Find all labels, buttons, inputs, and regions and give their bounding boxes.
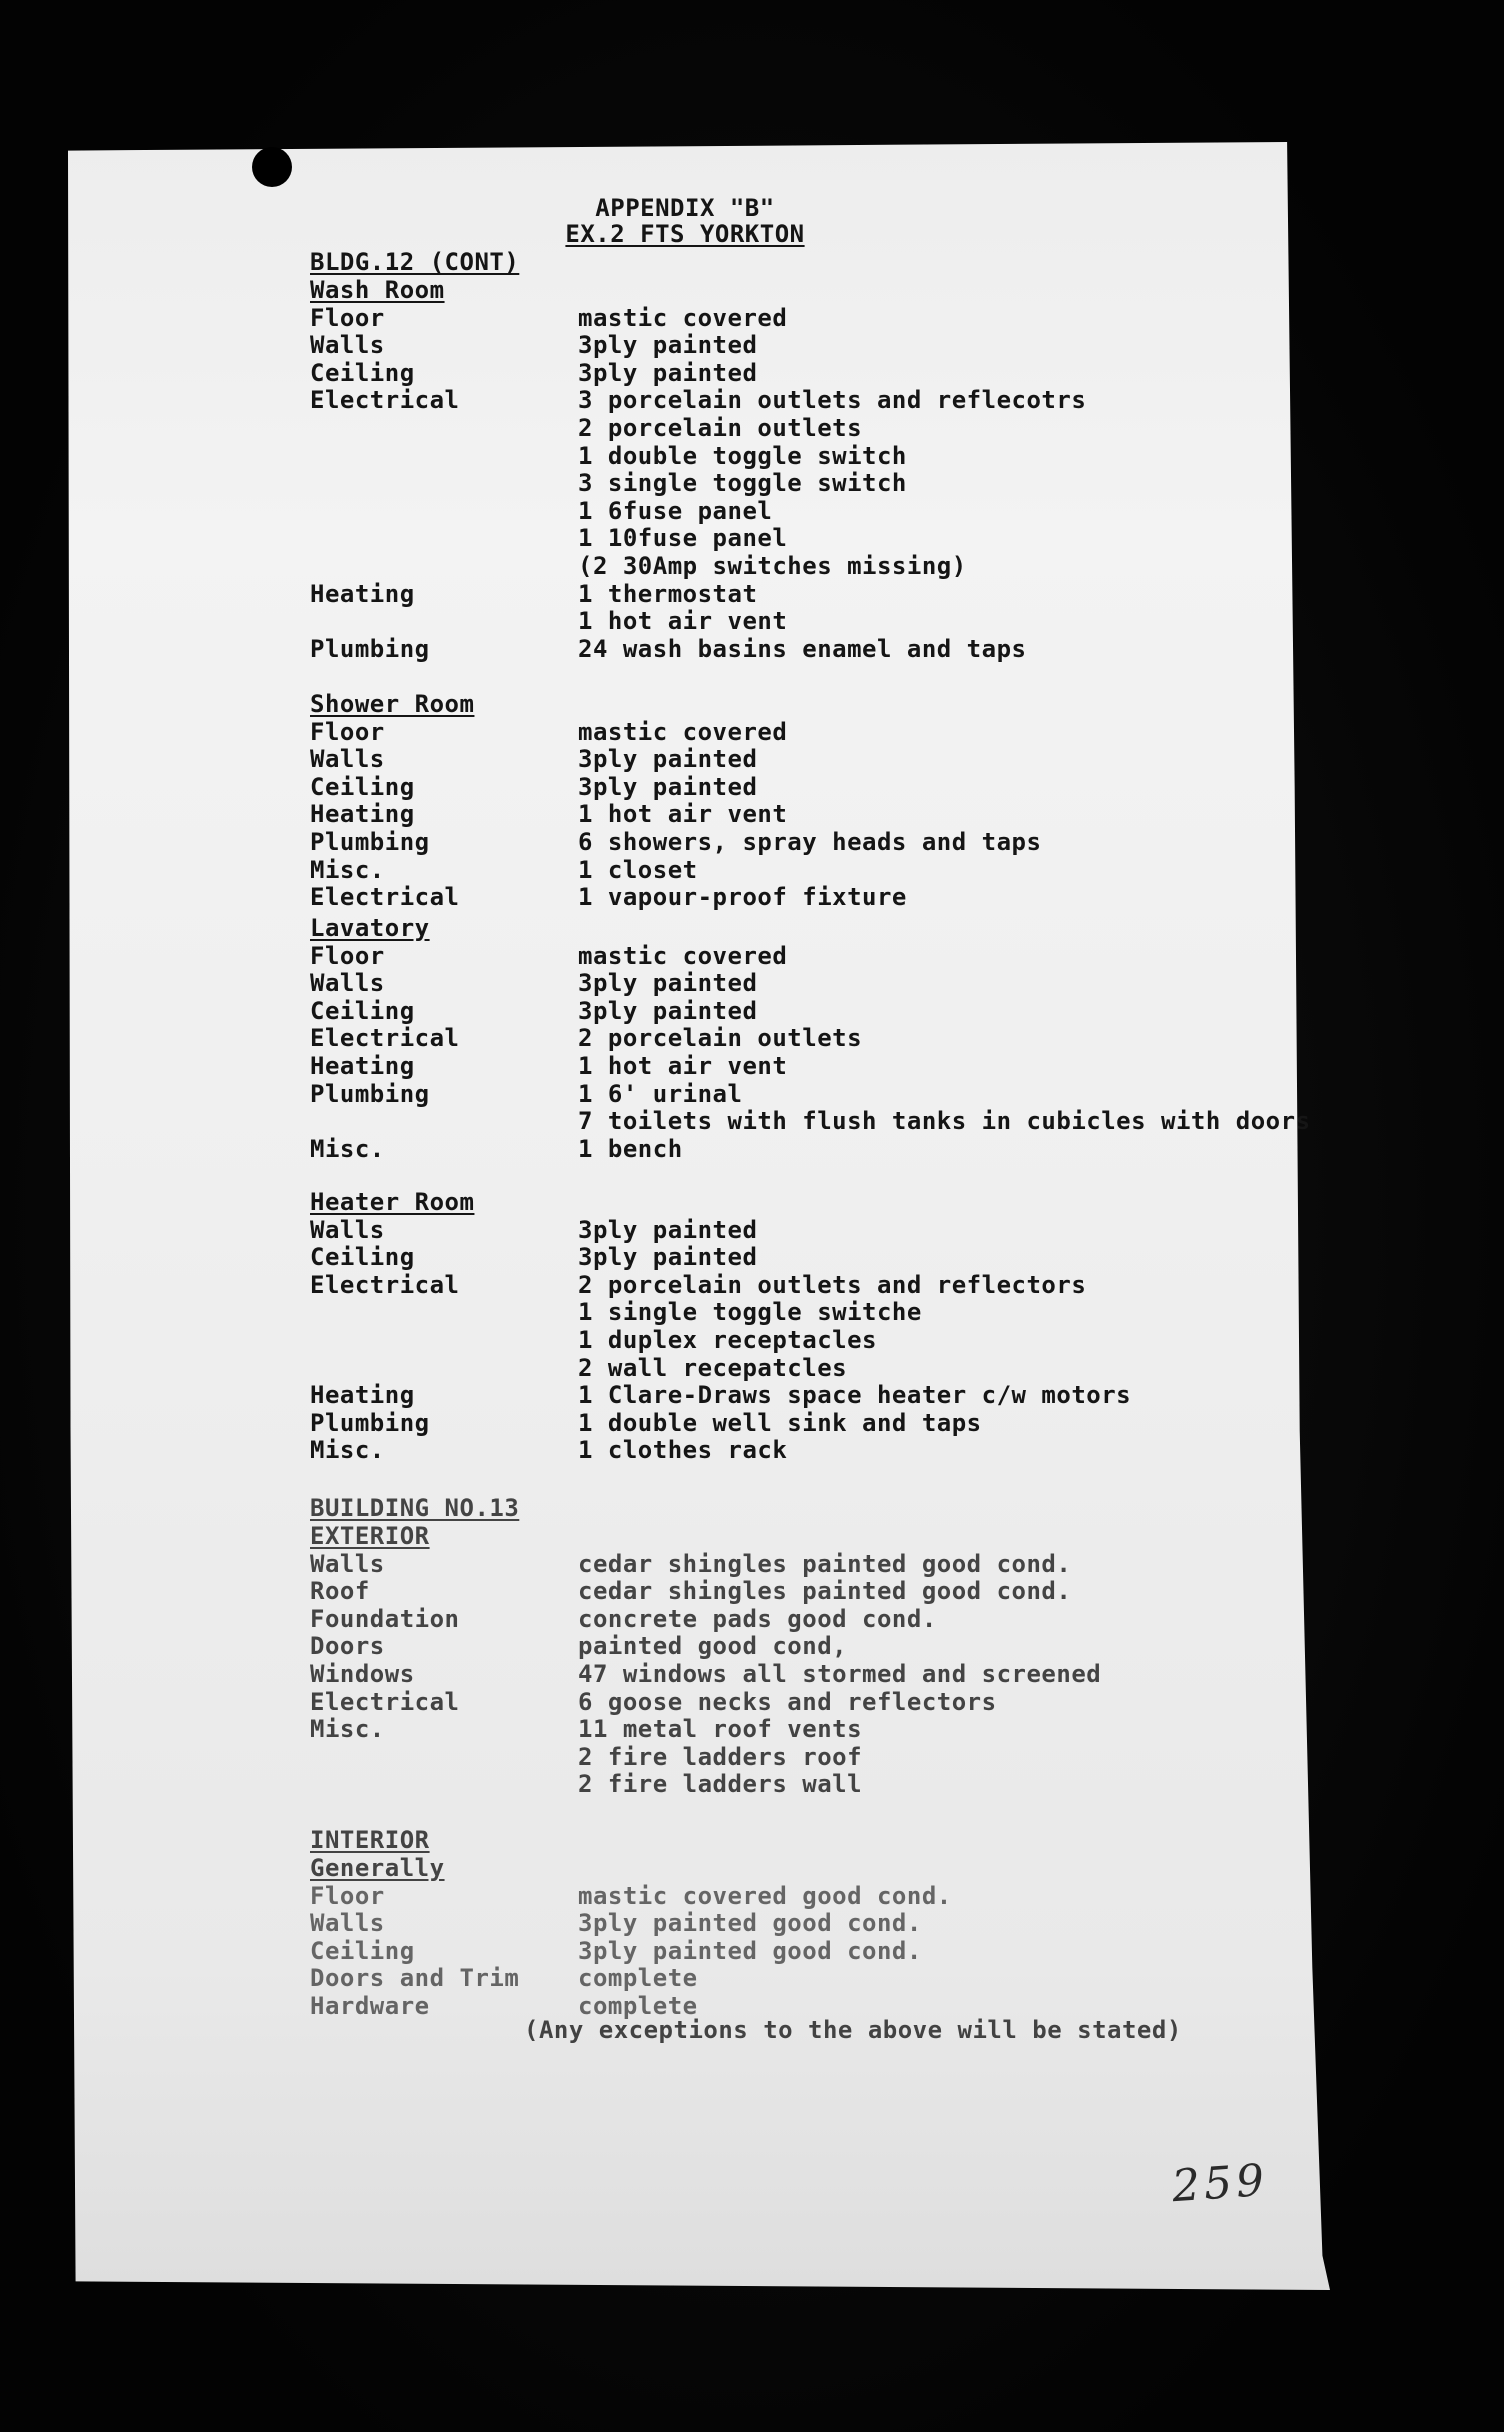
item-value: 3 single toggle switch <box>578 469 907 498</box>
item-label: Walls <box>310 1215 385 1244</box>
section-heading: Wash Room <box>310 276 445 304</box>
item-value: 2 fire ladders roof <box>578 1742 863 1771</box>
item-value: 1 6fuse panel <box>578 496 773 525</box>
item-value: cedar shingles painted good cond. <box>578 1549 1072 1578</box>
item-value: 2 porcelain outlets <box>578 414 863 442</box>
inventory-row <box>0 1436 1504 1464</box>
inventory-row <box>0 800 1504 828</box>
section-heading: INTERIOR <box>310 1826 430 1854</box>
section-heading: Lavatory <box>310 914 430 942</box>
inventory-row <box>0 635 1504 663</box>
inventory-row <box>0 607 1504 635</box>
item-label: Floor <box>310 941 385 970</box>
item-label: Electrical <box>310 1024 460 1053</box>
inventory-row <box>0 331 1504 359</box>
inventory-row <box>0 1909 1504 1937</box>
handwritten-page-number: 259 <box>1170 2154 1270 2213</box>
item-value: 2 porcelain outlets <box>578 1024 863 1053</box>
item-value: 3ply painted <box>578 331 758 360</box>
section-heading: Shower Room <box>310 690 475 718</box>
document-subtitle: EX.2 FTS YORKTON <box>565 220 805 248</box>
inventory-row <box>0 1271 1504 1299</box>
item-value: 1 bench <box>578 1134 683 1163</box>
inventory-row <box>0 942 1504 970</box>
section-heading: BUILDING NO.13 <box>310 1494 520 1522</box>
inventory-row <box>0 1298 1504 1326</box>
inventory-row <box>0 1770 1504 1798</box>
inventory-row <box>0 1964 1504 1992</box>
item-value: 1 double well sink and taps <box>578 1408 982 1437</box>
item-value: 3 porcelain outlets and reflecotrs <box>578 386 1087 415</box>
item-label: Walls <box>310 331 385 360</box>
inventory-row <box>0 386 1504 414</box>
inventory-row <box>0 1882 1504 1910</box>
item-value: 24 wash basins enamel and taps <box>578 634 1027 663</box>
item-label: Doors <box>310 1632 385 1661</box>
inventory-row <box>0 304 1504 332</box>
item-value: 1 hot air vent <box>578 1052 788 1080</box>
item-label: Floor <box>310 717 385 746</box>
item-value: 7 toilets with flush tanks in cubicles with doors <box>578 1107 1311 1136</box>
inventory-row <box>0 997 1504 1025</box>
item-label: Electrical <box>310 883 460 912</box>
item-label: Ceiling <box>310 996 415 1025</box>
item-label: Roof <box>310 1577 370 1606</box>
footer-note: (Any exceptions to the above will be stated) <box>524 2016 1182 2044</box>
inventory-row <box>0 856 1504 884</box>
item-label: Misc. <box>310 855 385 884</box>
item-value: 3ply painted good cond. <box>578 1936 922 1965</box>
item-value: 1 duplex receptacles <box>578 1326 877 1354</box>
inventory-row <box>0 1216 1504 1244</box>
inventory-row <box>0 442 1504 470</box>
inventory-row <box>0 773 1504 801</box>
item-value: 3ply painted <box>578 996 758 1025</box>
item-label: Plumbing <box>310 1079 430 1108</box>
inventory-row <box>0 1715 1504 1743</box>
item-label: Heating <box>310 800 415 829</box>
inventory-row <box>0 1688 1504 1716</box>
item-label: Plumbing <box>310 1408 430 1437</box>
item-label: Hardware <box>310 1992 430 2020</box>
item-value: 6 showers, spray heads and taps <box>578 828 1042 856</box>
item-value: mastic covered good cond. <box>578 1881 952 1910</box>
item-value: 3ply painted <box>578 1215 758 1244</box>
item-label: Misc. <box>310 1715 385 1744</box>
inventory-row <box>0 1080 1504 1108</box>
item-value: 1 vapour-proof fixture <box>578 883 907 912</box>
inventory-row <box>0 1409 1504 1437</box>
item-value: 1 clothes rack <box>578 1436 788 1465</box>
item-value: complete <box>578 1992 698 2020</box>
item-value: 2 wall recepatcles <box>578 1353 848 1382</box>
section-heading: Generally <box>310 1854 445 1882</box>
item-value: 1 6' urinal <box>578 1079 743 1108</box>
item-label: Ceiling <box>310 358 415 387</box>
inventory-row <box>0 969 1504 997</box>
item-value: 1 thermostat <box>578 579 758 608</box>
inventory-row <box>0 580 1504 608</box>
item-label: Floor <box>310 1881 385 1910</box>
item-value: 6 goose necks and reflectors <box>578 1687 997 1716</box>
inventory-row <box>0 359 1504 387</box>
appendix-title: APPENDIX "B" <box>595 194 775 222</box>
inventory-row <box>0 1381 1504 1409</box>
inventory-row <box>0 718 1504 746</box>
item-label: Ceiling <box>310 772 415 801</box>
item-value: 2 porcelain outlets and reflectors <box>578 1270 1087 1299</box>
item-label: Floor <box>310 303 385 332</box>
item-value: concrete pads good cond. <box>578 1604 937 1633</box>
item-value: 3ply painted <box>578 745 758 774</box>
item-label: Doors and Trim <box>310 1964 520 1993</box>
item-value: 1 hot air vent <box>578 607 788 636</box>
inventory-row <box>0 883 1504 911</box>
item-label: Misc. <box>310 1436 385 1465</box>
item-value: (2 30Amp switches missing) <box>578 552 967 580</box>
inventory-row <box>0 497 1504 525</box>
item-label: Walls <box>310 745 385 774</box>
item-label: Ceiling <box>310 1936 415 1965</box>
inventory-row <box>0 1743 1504 1771</box>
item-value: mastic covered <box>578 303 788 332</box>
inventory-row <box>0 745 1504 773</box>
item-value: complete <box>578 1964 698 1993</box>
item-value: 3ply painted <box>578 358 758 387</box>
item-label: Plumbing <box>310 634 430 663</box>
item-value: 2 fire ladders wall <box>578 1770 863 1799</box>
item-value: 1 10fuse panel <box>578 524 788 553</box>
item-value: mastic covered <box>578 941 788 970</box>
section-heading: BLDG.12 (CONT) <box>310 248 520 276</box>
item-label: Heating <box>310 579 415 608</box>
item-value: 3ply painted good cond. <box>578 1909 922 1938</box>
item-label: Electrical <box>310 386 460 415</box>
inventory-row <box>0 1354 1504 1382</box>
item-label: Ceiling <box>310 1243 415 1272</box>
item-label: Electrical <box>310 1687 460 1716</box>
inventory-row <box>0 828 1504 856</box>
inventory-row <box>0 1024 1504 1052</box>
inventory-row <box>0 1937 1504 1965</box>
item-value: 1 hot air vent <box>578 800 788 829</box>
item-value: 3ply painted <box>578 969 758 998</box>
item-label: Foundation <box>310 1604 460 1633</box>
section-heading: EXTERIOR <box>310 1522 430 1550</box>
item-label: Walls <box>310 1549 385 1578</box>
inventory-row <box>0 1660 1504 1688</box>
section-heading: Heater Room <box>310 1188 475 1216</box>
inventory-row <box>0 414 1504 442</box>
inventory-row <box>0 524 1504 552</box>
inventory-row <box>0 1326 1504 1354</box>
item-value: 11 metal roof vents <box>578 1715 863 1744</box>
inventory-row <box>0 552 1504 580</box>
inventory-row <box>0 469 1504 497</box>
item-value: painted good cond, <box>578 1632 848 1661</box>
inventory-row <box>0 1550 1504 1578</box>
item-value: cedar shingles painted good cond. <box>578 1577 1072 1606</box>
item-label: Windows <box>310 1660 415 1688</box>
inventory-row <box>0 1243 1504 1271</box>
inventory-row <box>0 1135 1504 1163</box>
inventory-row <box>0 1605 1504 1633</box>
item-value: 1 Clare-Draws space heater c/w motors <box>578 1381 1132 1410</box>
inventory-row <box>0 1632 1504 1660</box>
item-label: Electrical <box>310 1270 460 1299</box>
item-label: Misc. <box>310 1134 385 1163</box>
item-label: Heating <box>310 1381 415 1410</box>
item-label: Heating <box>310 1052 415 1080</box>
item-value: 3ply painted <box>578 772 758 801</box>
item-label: Walls <box>310 1909 385 1938</box>
item-value: 1 double toggle switch <box>578 441 907 470</box>
item-label: Walls <box>310 969 385 998</box>
item-value: mastic covered <box>578 717 788 746</box>
item-value: 3ply painted <box>578 1243 758 1272</box>
inventory-row <box>0 1107 1504 1135</box>
item-value: 1 single toggle switche <box>578 1298 922 1327</box>
inventory-row <box>0 1577 1504 1605</box>
item-value: 47 windows all stormed and screened <box>578 1660 1102 1688</box>
inventory-row <box>0 1052 1504 1080</box>
item-label: Plumbing <box>310 828 430 856</box>
item-value: 1 closet <box>578 855 698 884</box>
